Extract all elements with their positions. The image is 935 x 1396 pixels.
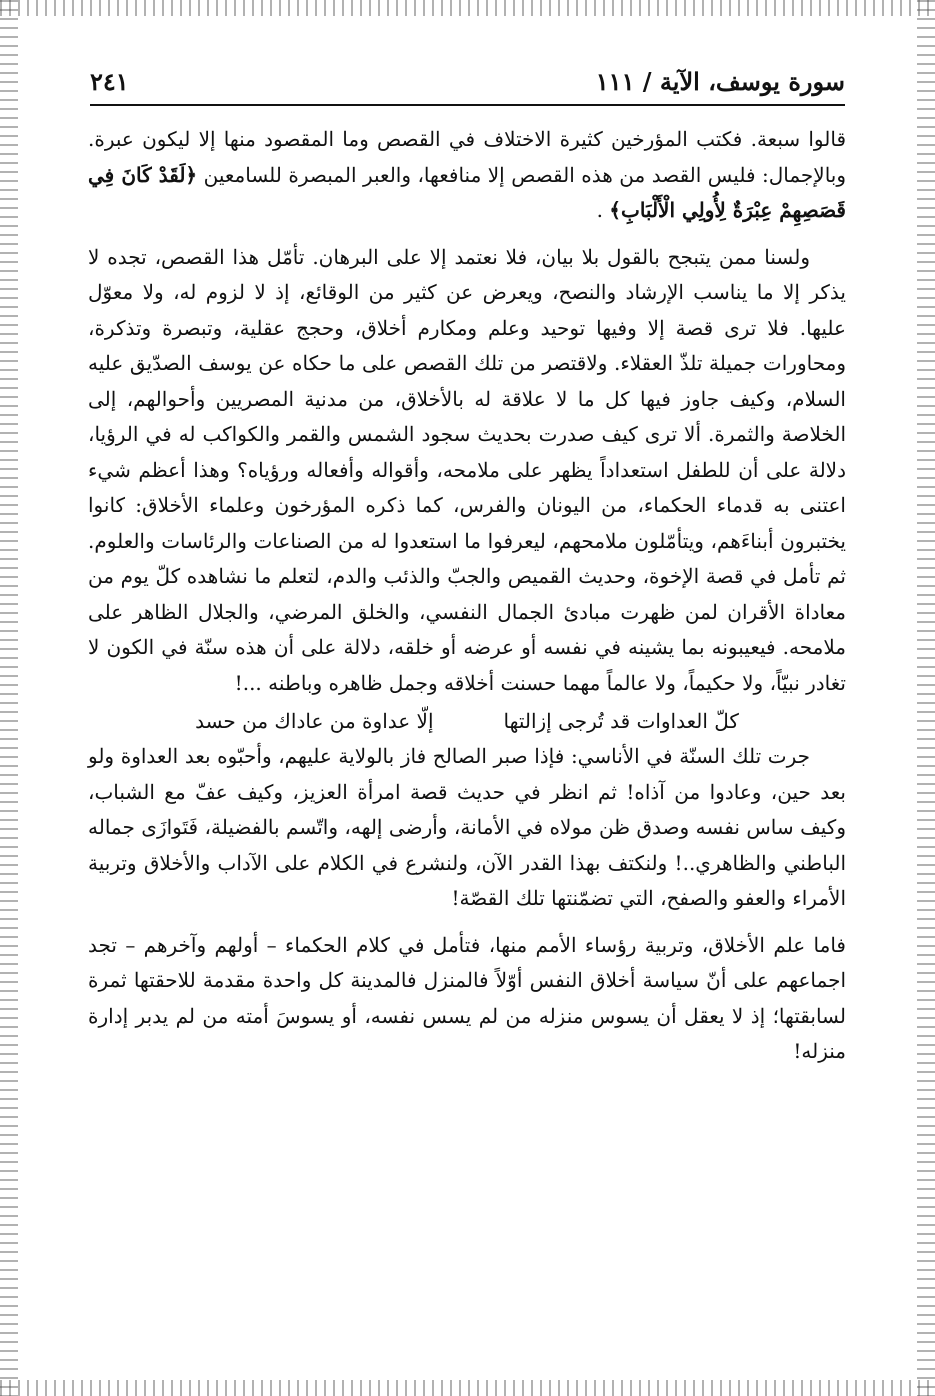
page-border-left — [0, 0, 18, 1396]
paragraph-1-line-2: ليكون عبرة. وبالإجمال: فليس القصد من هذه القصص إلا منافعها، والعبر المبصرة — [88, 127, 847, 187]
page-border-top — [0, 0, 935, 16]
poetry-verse — [88, 703, 846, 739]
page-header — [90, 60, 845, 96]
page-body — [88, 122, 846, 1070]
running-title: سورة يوسف، الآية / ١١١ — [595, 67, 845, 96]
paragraph-3: جرت تلك السنّة في الأناسي: فإذا صبر الصالح فاز بالولاية عليهم، وأحبّوه بعد العداوة ولو بعد حين، وعادوا من آذاه! ثم انظر في حديث قصة امرأة العزيز، وكيف عفّ مع الشباب، وكيف ساس نفسه وصدق ظن مولاه في الأمانة، وأرضى إلهه، واتّسم بالفضيلة، فَتَوازَى جماله الباطني والظاهري..! ولنكتف بهذا القدر الآن، ولنشرع في الكلام على الآداب والأخلاق وتربية الأمراء والعفو والصفح، التي تضمّنتها تلك القصّة! — [88, 744, 847, 910]
paragraph-4: فاما علم الأخلاق، وتربية رؤساء الأمم منها، فتأمل في كلام الحكماء – أولهم وآخرهم – تجد اجماعهم على أنّ سياسة أخلاق النفس أوّلاً فالمنزل فالمدينة كل واحدة مقدمة للاحقتها ثمرة لسابقتها؛ إذ لا يعقل أن يسوس منزله من لم يسس نفسه، أو يسوسَ أمته من لم يدبر إدارة منزله! — [88, 932, 846, 1063]
paragraph-2: ولسنا ممن يتبجح بالقول بلا بيان، فلا نعتمد إلا على البرهان. تأمّل هذا القصص، تجده لا يذكر إلا ما يناسب الإرشاد والنصح، ويعرض عن كثير من الوقائع، إذ لا لزوم له، ولا معوّل عليها. فلا ترى قصة إلا وفيها توحيد وعلم ومكارم أخلاق، وحجج عقلية، وتبصرة وتذكرة، ومحاورات جميلة تلذّ العقلاء. ولاقتصر من تلك القصص على ما حكاه عن يوسف الصدّيق عليه السلام، وكيف جاوز فيها كل ما لا علاقة له بالأخلاق، من مدنية المصريين وأحوالهم، إلى الخلاصة والثمرة. ألا ترى كيف صدرت بحديث سجود الشمس والقمر والكواكب له في الرؤيا، دلالة على أن للطفل استعداداً يظهر على ملامحه، وأقواله وأفعاله ورؤياه؟ وهذا أعظم شيء اعتنى به قدماء الحكماء، من اليونان والفرس، كما ذكره المؤرخون وعلماء الأخلاق: كانوا يختبرون أبناءَهم، ويتأمّلون ملامحهم، ليعرفوا ما استعدوا له من الصناعات والرئاسات والعلوم. ثم تأمل في قصة الإخوة، وحديث القميص والجبّ والذئب والدم، لتعلم ما نشاهده كلّ يوم من معاداة الأقران لمن ظهرت مبادئ الجمال النفسي، والخلق المرضي، والجلال الظاهر على ملامحه. فيعيبونه بما يشينه في نفسه أو عرضه أو خلقه، دلالة على أن هذه سنّة في الكون لا تغادر نبيّاً، ولا حكيماً، ولا عالماً مهما حسنت أخلاقه وجمل ظاهره وباطنه ...! — [88, 244, 846, 695]
header-divider — [90, 104, 845, 106]
page-border-bottom — [0, 1380, 935, 1396]
verse-second-hemistich: إلّا عداوة من عاداك من حسد — [195, 709, 434, 733]
page-number: ٢٤١ — [90, 67, 129, 96]
paragraph-1-line-3-end: . — [596, 198, 603, 222]
paragraph-1 — [88, 122, 846, 229]
paragraph-1-line-1: قالوا سبعة. فكتب المؤرخين كثيرة الاختلاف في القصص وما المقصود منها إلا — [198, 127, 847, 151]
quran-verse: ﴿لَقَدْ كَانَ فِي قَصَصِهِمْ عِبْرَةٌ لِأُولِي الْأَلْبَابِ﴾ — [88, 162, 846, 222]
paragraph-1-line-3-start: للسامعين — [203, 162, 282, 187]
page-border-right — [917, 0, 935, 1396]
verse-first-hemistich: كلّ العداوات قد تُرجى إزالتها — [503, 709, 739, 733]
